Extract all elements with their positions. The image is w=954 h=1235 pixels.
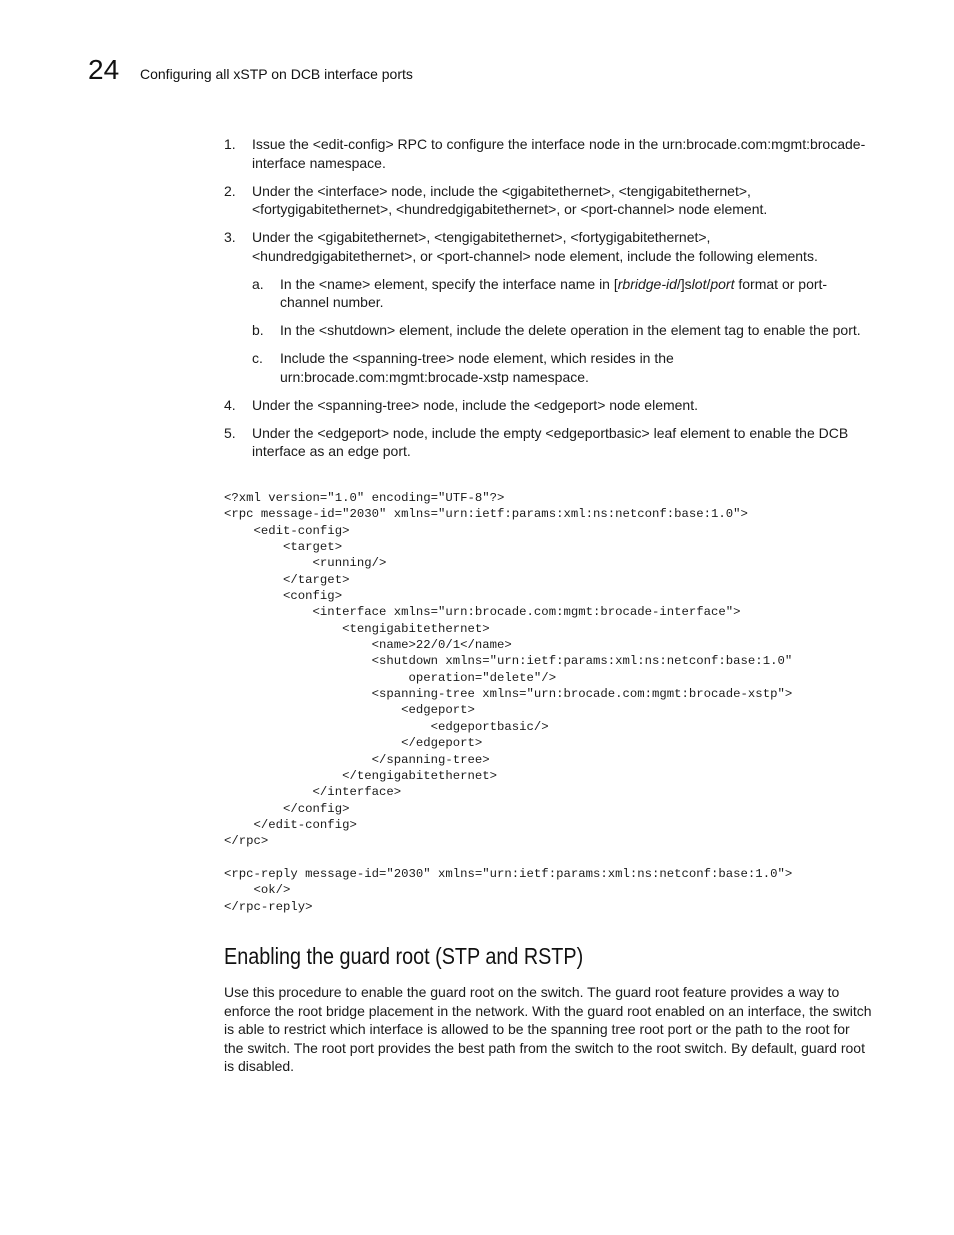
step-2 xyxy=(224,182,874,219)
chapter-title: Configuring all xSTP on DCB interface ports xyxy=(140,66,413,82)
substeps xyxy=(252,275,874,387)
step-5 xyxy=(224,424,874,461)
substep-text: In the <shutdown> element, include the delete operation in the element tag to enable the port. xyxy=(280,322,861,338)
step-1 xyxy=(224,135,874,172)
step-text: Under the <spanning-tree> node, include the <edgeport> node element. xyxy=(252,396,698,413)
section-heading: Enabling the guard root (STP and RSTP) xyxy=(224,943,584,969)
substep-text-mid: /]s xyxy=(676,275,692,292)
port-term: port xyxy=(710,275,735,292)
step-4 xyxy=(224,396,874,415)
step-text: Under the <gigabitethernet>, <tengigabitethernet>, <fortygigabitethernet>, <hundredgigabitethernet>, or <port-channel> node element, include the following elements. xyxy=(252,229,818,264)
step-number: 3. xyxy=(224,229,236,245)
step-number: 1. xyxy=(224,136,236,152)
substep-text xyxy=(280,275,874,312)
substep-c xyxy=(252,349,874,386)
section-paragraph: Use this procedure to enable the guard root on the switch. The guard root feature provides a way to enforce the root bridge placement in the network. With the guard root enabled on an interface, the switch is able to restrict which interface is allowed to be the spanning tree root port or the path to the root for the switch. The root port provides the best path from the switch to the root switch. By default, guard root is disabled. xyxy=(224,984,872,1075)
slot-term: lot xyxy=(691,275,707,292)
step-3 xyxy=(224,228,874,265)
substep-a xyxy=(252,275,874,312)
substep-b xyxy=(252,321,874,340)
step-text: Under the <edgeport> node, include the empty <edgeportbasic> leaf element to enable the DCB interface as an edge port. xyxy=(252,424,849,459)
code-example: <?xml version="1.0" encoding="UTF-8"?> <rpc message-id="2030" xmlns="urn:ietf:params:xml:ns:netconf:base:1.0"> <edit-config> <target> <running/> </target> <config> <interface xmlns="urn:brocade.com:mgmt:brocade-interface"> <tengigabitethernet> <name>22/0/1</name> <shutdown xmlns="urn:ietf:params:xml:ns:netconf:base:1.0" operation="delete"/> <spanning-tree xmlns="urn:brocade.com:mgmt:brocade-xstp"> <edgeport> <edgeportbasic/> </edgeport> </spanning-tree> </tengigabitethernet> </interface> </config> </edit-config> </rpc> <rpc-reply message-id="2030" xmlns="urn:ietf:params:xml:ns:netconf:base:1.0"> <ok/> </rpc-reply> xyxy=(224,491,793,914)
substep-text-sep: / xyxy=(706,275,711,292)
substep-text-pre: In the <name> element, specify the interface name in [ xyxy=(280,275,618,292)
chapter-number: 24 xyxy=(88,54,120,85)
step-number: 4. xyxy=(224,396,236,413)
substep-number: a. xyxy=(252,275,264,292)
step-text: Under the <interface> node, include the <gigabitethernet>, <tengigabitethernet>, <fortygigabitethernet>, <hundredgigabitethernet>, or <port-channel> node element. xyxy=(252,182,768,217)
substep-text: Include the <spanning-tree> node element, which resides in the urn:brocade.com:mgmt:brocade-xstp namespace. xyxy=(280,350,674,385)
step-number: 5. xyxy=(224,424,236,441)
substep-number: b. xyxy=(252,322,264,338)
step-text: Issue the <edit-config> RPC to configure the interface node in the urn:brocade.com:mgmt:brocade-interface namespace. xyxy=(252,136,866,171)
substep-number: c. xyxy=(252,350,263,366)
step-number: 2. xyxy=(224,182,236,199)
substep-text-post: format or port-channel number. xyxy=(280,275,828,310)
rbridge-id-term: rbridge-id xyxy=(617,275,677,292)
procedure-steps xyxy=(224,135,874,470)
